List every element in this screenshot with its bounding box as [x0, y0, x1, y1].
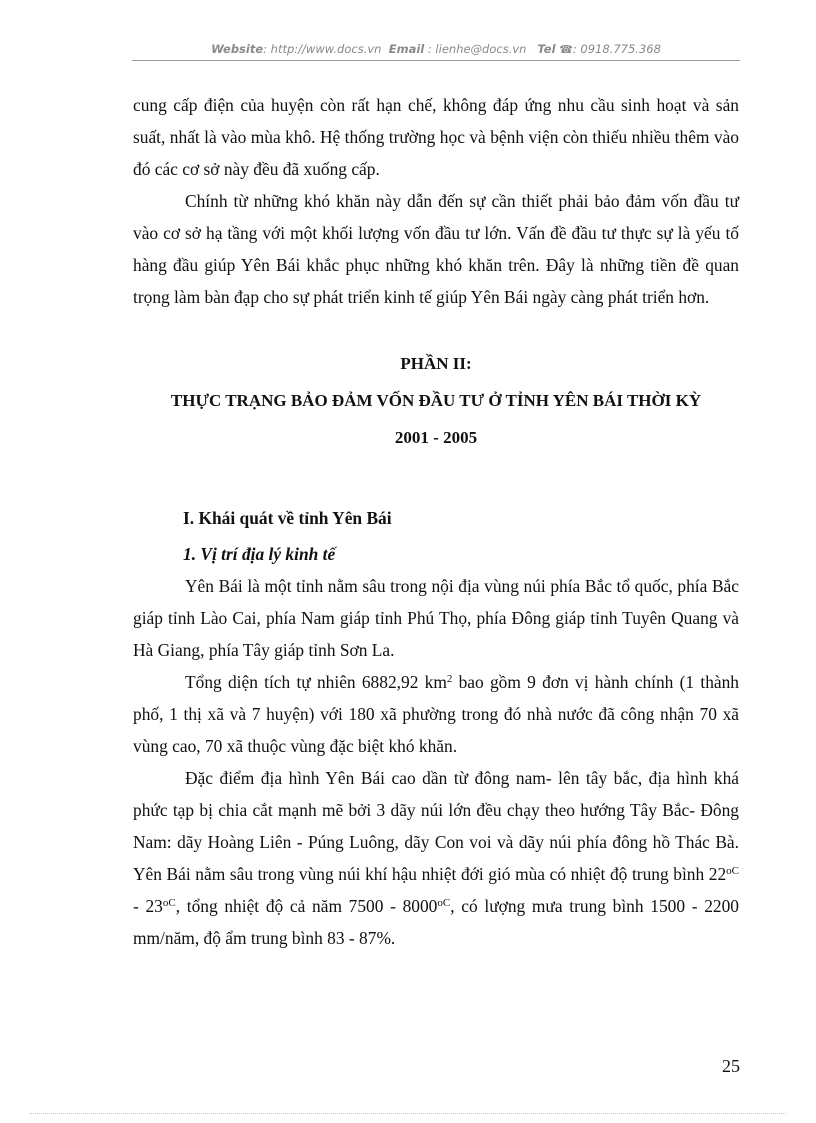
- part-title-line-1: THỰC TRẠNG BẢO ĐẢM VỐN ĐẦU TƯ Ở TỈNH YÊN BÁI THỜI KỲ: [170, 391, 702, 410]
- degree-sup-1: oC: [726, 865, 739, 877]
- part-heading: PHẦN II:: [400, 354, 472, 373]
- email-label: Email: [388, 42, 425, 56]
- phone-icon: ☎: [559, 43, 573, 56]
- page-header: [132, 42, 740, 61]
- degree-sup-2: oC: [162, 897, 176, 909]
- website-label: Website: [211, 42, 264, 56]
- km-squared-sup: 2: [446, 673, 453, 685]
- paragraph-5-part-b: - 23: [133, 896, 163, 916]
- email-link[interactable]: : lienhe@docs.vn: [424, 42, 527, 56]
- paragraph-5-part-d: , có lượng mưa trung bình 1500 - 2200 mm/năm, độ ẩm trung bình 83 - 87%.: [133, 896, 739, 948]
- paragraph-1: cung cấp điện của huyện còn rất hạn chế, không đáp ứng nhu cầu sinh hoạt và sản suất, nhất là vào mùa khô. Hệ thống trường học và bệnh viện còn thiếu nhiều thêm vào đó các cơ sở này đều đã xuống cấp.: [133, 95, 739, 179]
- website-link[interactable]: : http://www.docs.vn: [263, 42, 382, 56]
- tel-value: : 0918.775.368: [572, 42, 661, 56]
- paragraph-5-part-c: , tổng nhiệt độ cả năm 7500 - 8000: [175, 896, 438, 916]
- degree-sup-3: oC: [437, 897, 451, 909]
- page-number: 25: [722, 1056, 740, 1076]
- part-title-line-2: 2001 - 2005: [394, 428, 478, 447]
- subsection-heading: 1. Vị trí địa lý kinh tế: [183, 544, 336, 564]
- paragraph-4: [133, 666, 739, 762]
- paragraph-5: [133, 762, 739, 954]
- paragraph-4-part-b: bao gồm 9 đơn vị hành chính (1 thành phố, 1 thị xã và 7 huyện) với 180 xã phường trong đó nhà nước đã công nhận 70 xã vùng cao, 70 xã thuộc vùng đặc biệt khó khăn.: [133, 672, 739, 756]
- document-body: [133, 89, 739, 954]
- footer-divider: [30, 1113, 786, 1114]
- paragraph-2: Chính từ những khó khăn này dẫn đến sự cần thiết phải bảo đảm vốn đầu tư vào cơ sở hạ tầng với một khối lượng vốn đầu tư lớn. Vấn đề đầu tư thực sự là yếu tố hàng đầu giúp Yên Bái khắc phục những khó khăn trên. Đây là những tiền đề quan trọng làm bàn đạp cho sự phát triển kinh tế giúp Yên Bái ngày càng phát triển hơn.: [133, 191, 739, 307]
- paragraph-4-part-a: Tổng diện tích tự nhiên 6882,92 km: [185, 672, 447, 692]
- section-heading: I. Khái quát về tỉnh Yên Bái: [183, 508, 392, 528]
- tel-label: Tel: [537, 42, 556, 56]
- paragraph-5-part-a: Đặc điểm địa hình Yên Bái cao dần từ đông nam- lên tây bắc, địa hình khá phức tạp bị chia cắt mạnh mẽ bởi 3 dãy núi lớn đều chạy theo hướng Tây Bắc- Đông Nam: dãy Hoàng Liên - Púng Luông, dãy Con voi và dãy núi phía đông hồ Thác Bà. Yên Bái nằm sâu trong vùng núi khí hậu nhiệt đới gió mùa có nhiệt độ trung bình 22: [133, 768, 739, 884]
- paragraph-3: Yên Bái là một tỉnh nằm sâu trong nội địa vùng núi phía Bắc tổ quốc, phía Bắc giáp tỉnh Lào Cai, phía Nam giáp tỉnh Phú Thọ, phía Đông giáp tỉnh Tuyên Quang và Hà Giang, phía Tây giáp tỉnh Sơn La.: [133, 576, 739, 660]
